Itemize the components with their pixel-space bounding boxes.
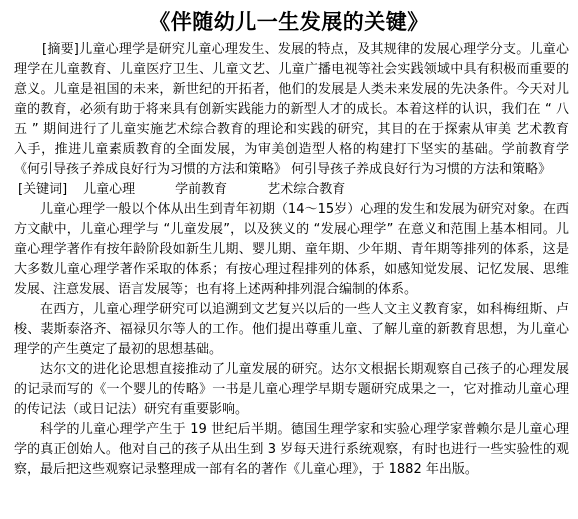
body-paragraph-3: 达尔文的进化论思想直接推动了儿童发展的研究。达尔文根据长期观察自己孩子的心理发展的记录而写的《一个婴儿的传略》一书是儿童心理学早期专题研究成果之一，它对推动儿童心理的传记法（或日记法）研究有重要影响。 [14,362,569,417]
body-paragraph-1: 儿童心理学一般以个体从出生到青年初期（14～15岁）心理的发生和发展为研究对象。在西方文献中，儿童心理学与 “儿童发展”，以及狭义的 “发展心理学” 在意义和范围上基本相同。儿童心理学著作有按年龄阶段如新生儿期、婴儿期、童年期、少年期、青年期等排列的体系，这是大多数儿童心理学著作采取的体系；有按心理过程排列的体系，如感知觉发展、记忆发展、思维发展、注意发展、语言发展等；也有将上述两种排列混合编制的体系。 [14,202,569,297]
keywords-line [14,180,569,200]
abstract-paragraph: [摘要]儿童心理学是研究儿童心理发生、发展的特点，及其规律的发展心理学分支。儿童心理学在儿童教育、儿童医疗卫生、儿童文艺、儿童广播电视等社会实践领域中具有积极而重要的意义。儿童是祖国的未来，新世纪的开拓者，他们的发展是人类未来发展的先决条件。今天对儿童的教育，必须有助于将来具有创新实践能力的新型人才的成长。本着这样的认识，我们在 “ 八五 ” 期间进行了儿童实施艺术综合教育的理论和实践的研究，其目的在于探索从审美 艺术教育 入手，推进儿童素质教育的全面发展，为审美创造型人格的构建打下坚实的基础。学前教育学 《何引导孩子养成良好行为习惯的方法和策略》 何引导孩子养成良好行为习惯的方法和策略》 [14,42,569,177]
document-body [14,40,569,480]
document-title: 《伴随幼儿一生发展的关键》 [149,9,429,34]
keywords-label: [关键词] [18,182,68,197]
body-paragraph-2: 在西方，儿童心理学研究可以追溯到文艺复兴以后的一些人文主义教育家，如科梅纽斯、卢梭、裴斯泰洛齐、福禄贝尔等人的工作。他们提出尊重儿童、了解儿童的新教育思想，为儿童心理学的产生奠定了最初的思想基础。 [14,302,569,357]
keyword-2: 学前教育 [175,182,228,197]
body-paragraph-4: 科学的儿童心理学产生于 19 世纪后半期。德国生理学家和实验心理学家普赖尔是儿童心理学的真正创始人。他对自己的孩子从出生到 3 岁每天进行系统观察，有时也进行一些实验性的观察，最后把这些观察记录整理成一部有名的著作《儿童心理》，于 1882 年出版。 [14,422,569,477]
keyword-3: 艺术综合教育 [267,182,346,197]
keyword-1: 儿童心理 [83,182,136,197]
